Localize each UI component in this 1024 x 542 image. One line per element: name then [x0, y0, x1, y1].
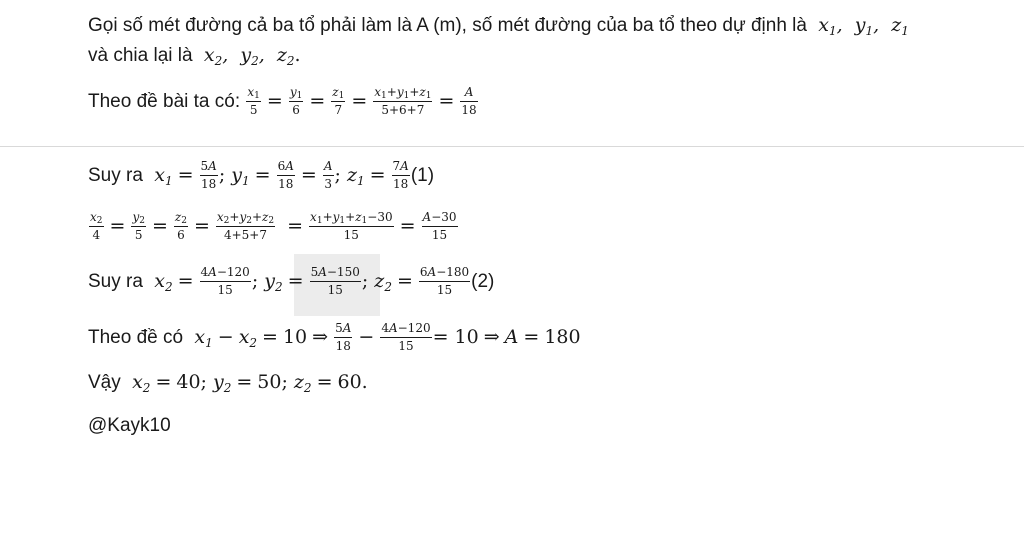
- frac-y2-5: $\frac{y_2}{5}$: [132, 210, 145, 242]
- frac-5a-150: $\frac{5A-150}{15}$: [310, 265, 360, 297]
- vay-label: Vậy: [88, 372, 121, 393]
- theo-de-bai-label: Theo đề bài ta có:: [88, 90, 241, 112]
- frac-sum1: $\frac{x_1+y_1+z_1}{5+6+7}$: [374, 85, 432, 117]
- proportion-line-2: $\frac{x_2}{4}$ = $\frac{y_2}{5}$ = $\frac{z_2}{6}$ = $\frac{x_2+y_2+z_2}{4+5+7}$ = $\frac{x_1+y_1+z_1-30}{15}$ = $\frac{A-30}{15}$: [90, 210, 457, 242]
- frac-5a-18-b: $\frac{5A}{18}$: [335, 321, 352, 353]
- intro-line-1: [88, 14, 909, 38]
- frac-sum1-minus30: $\frac{x_1+y_1+z_1-30}{15}$: [310, 210, 393, 242]
- frac-4a-120: $\frac{4A-120}{15}$: [200, 265, 250, 297]
- frac-z2-6: $\frac{z_2}{6}$: [174, 210, 187, 242]
- result-line-2: Suy ra $x_2$ = $\frac{4A-120}{15}$ ; $y_2$ = $\frac{5A-150}{15}$ ; $z_2$ = $\frac{6A-180}{15}$ (2): [88, 265, 495, 297]
- proportion-line-1: Theo đề bài ta có: $\frac{x_1}{5}$ = $\frac{y_1}{6}$ = $\frac{z_1}{7}$ = $\frac{x_1+y_1+z_1}{5+6+7}$ = $\frac{A}{18}$: [88, 85, 477, 117]
- frac-6a-180: $\frac{6A-180}{15}$: [419, 265, 470, 297]
- math-x2-y2-z2: $x_2$, $y_2$, $z_2$.: [197, 44, 301, 68]
- intro-text: Gọi số mét đường cả ba tổ phải làm là A (m), số mét đường của ba tổ theo dự định là: [88, 15, 807, 36]
- frac-a-3: $\frac{A}{3}$: [323, 159, 333, 191]
- math-x1-y1-z1: $x_1$, $y_1$, $z_1$: [812, 14, 909, 38]
- signature-text: @Kayk10: [88, 415, 171, 436]
- suy-ra-label-2: Suy ra: [88, 270, 143, 292]
- frac-5a-18: $\frac{5A}{18}$: [200, 159, 217, 191]
- frac-sum2: $\frac{x_2+y_2+z_2}{4+5+7}$: [216, 210, 275, 242]
- equation-line: Theo đề có $x_1 - x_2 = 10$ ⇒ $\frac{5A}{18}$ − $\frac{4A-120}{15}$ = 10 ⇒ A = 180: [88, 321, 581, 353]
- frac-x2-4: $\frac{x_2}{4}$: [90, 210, 103, 242]
- page-divider: [0, 146, 1024, 147]
- frac-y1-6: $\frac{y_1}{6}$: [289, 85, 303, 117]
- frac-a-minus30: $\frac{A-30}{15}$: [422, 210, 457, 242]
- frac-6a-18: $\frac{6A}{18}$: [277, 159, 294, 191]
- frac-x1-5: $\frac{x_1}{5}$: [247, 85, 260, 117]
- signature: [88, 416, 171, 435]
- frac-z1-7: $\frac{z_1}{7}$: [332, 85, 345, 117]
- equation-label-2: (2): [471, 270, 495, 292]
- intro-text-2: và chia lại là: [88, 45, 193, 66]
- frac-4a-120-b: $\frac{4A-120}{15}$: [381, 321, 431, 353]
- equation-label-1: (1): [410, 164, 435, 186]
- suy-ra-label-1: Suy ra: [88, 164, 143, 186]
- theo-de-co-label: Theo đề có: [88, 326, 184, 348]
- frac-7a-18: $\frac{7A}{18}$: [392, 159, 409, 191]
- answer-line: Vậy $x_2 = 40$; $y_2 = 50$; $z_2 = 60$.: [88, 371, 368, 395]
- result-line-1: Suy ra $x_1$ = $\frac{5A}{18}$ ; $y_1$ = $\frac{6A}{18}$ = $\frac{A}{3}$ ; $z_1$ = $\frac{7A}{18}$ (1): [88, 159, 435, 191]
- intro-line-2: [88, 44, 301, 68]
- frac-a-18: $\frac{A}{18}$: [461, 85, 477, 117]
